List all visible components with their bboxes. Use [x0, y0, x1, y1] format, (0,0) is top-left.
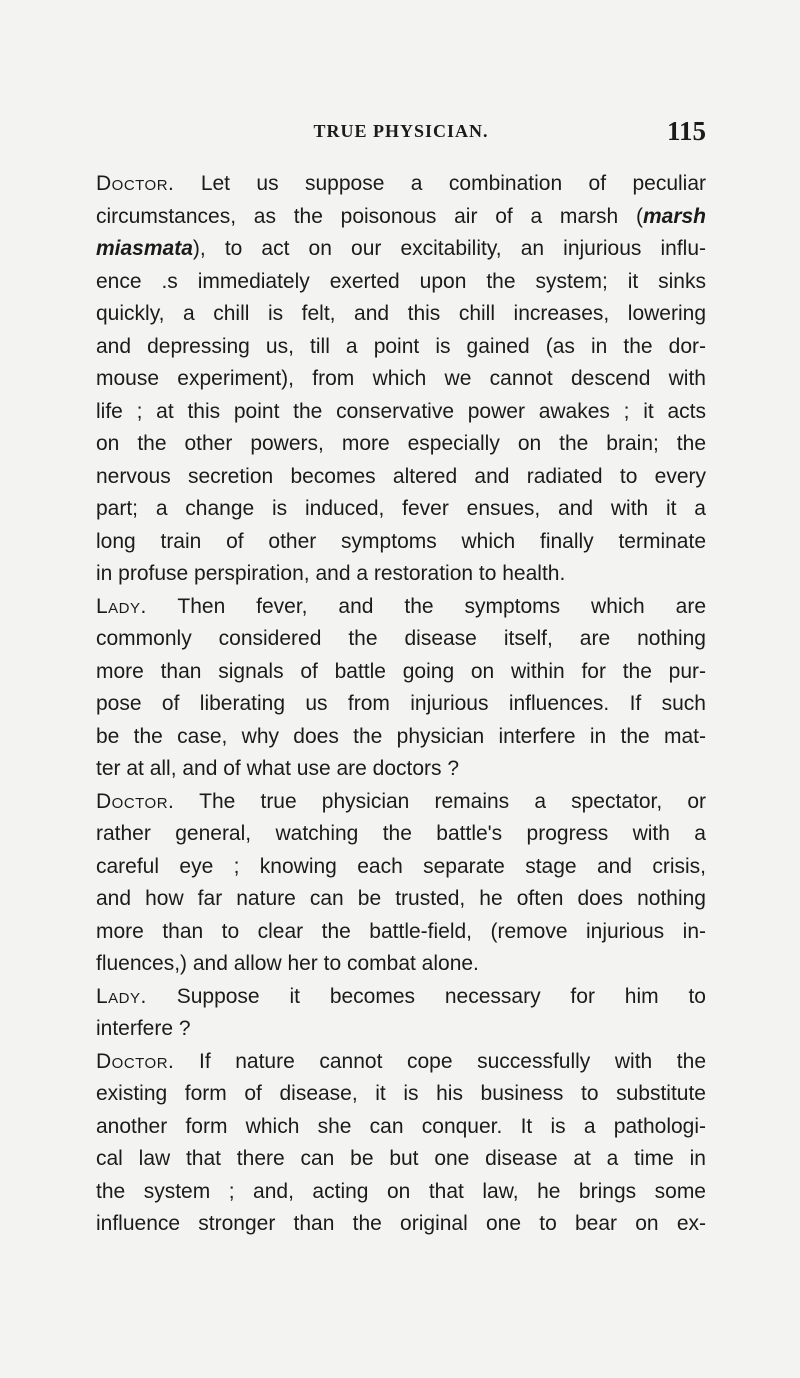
- line-text: Then fever, and the symptoms which are: [146, 594, 706, 618]
- text-line: [96, 818, 706, 851]
- line-text: cal law that there can be but one disease at a time in: [96, 1147, 706, 1170]
- line-text: Suppose it becomes necessary for him to: [146, 984, 706, 1008]
- text-line: [96, 526, 706, 559]
- line-text: ence .s immediately exerted upon the system; it sinks: [96, 269, 706, 293]
- text-line: [96, 786, 706, 819]
- line-text: ), to act on our excitability, an injurious influ-: [192, 237, 706, 260]
- text-line: [96, 1078, 706, 1111]
- line-text: life ; at this point the conservative power awakes ; it acts: [96, 399, 706, 423]
- text-line: [96, 428, 706, 461]
- text-line: [96, 1176, 706, 1209]
- text-line: [96, 233, 706, 266]
- text-line: [96, 1111, 706, 1144]
- text-line: [96, 1013, 706, 1046]
- line-text: existing form of disease, it is his business to substitute: [96, 1082, 706, 1105]
- text-line: [96, 623, 706, 656]
- line-text: more than signals of battle going on within for the pur-: [96, 659, 706, 683]
- text-line: [96, 721, 706, 754]
- line-text: long train of other symptoms which finally terminate: [96, 529, 706, 553]
- line-text: ter at all, and of what use are doctors ?: [96, 757, 460, 780]
- speaker-name: Lady.: [96, 984, 147, 1008]
- line-text: more than to clear the battle-field, (remove injurious in-: [96, 919, 706, 943]
- line-text: nervous secretion becomes altered and radiated to every: [96, 464, 706, 488]
- text-line: [96, 1208, 706, 1241]
- line-text: pose of liberating us from injurious influences. If such: [96, 692, 706, 715]
- text-line: [96, 688, 706, 721]
- speaker-name: Doctor.: [96, 789, 175, 813]
- line-text: in profuse perspiration, and a restoration to health.: [96, 562, 566, 585]
- text-line: [96, 656, 706, 689]
- line-text: The true physician remains a spectator, or: [174, 789, 706, 813]
- speaker-name: Lady.: [96, 594, 147, 618]
- line-text: careful eye ; knowing each separate stage and crisis,: [96, 854, 706, 878]
- line-text: and how far nature can be trusted, he often does nothing: [96, 887, 706, 910]
- line-text: commonly considered the disease itself, are nothing: [96, 627, 706, 650]
- text-line: [96, 331, 706, 364]
- line-text: influence stronger than the original one to bear on ex-: [96, 1212, 706, 1235]
- text-line: [96, 851, 706, 884]
- text-line: [96, 168, 706, 201]
- text-line: [96, 753, 706, 786]
- running-head: TRUE PHYSICIAN.: [313, 121, 489, 141]
- line-text: part; a change is induced, fever ensues, and with it a: [96, 497, 706, 520]
- speaker-name: Doctor.: [96, 172, 175, 195]
- text-line: [96, 266, 706, 299]
- text-line: [96, 883, 706, 916]
- page-number: 115: [666, 116, 706, 146]
- line-text: on the other powers, more especially on the brain; the: [96, 432, 706, 455]
- line-text: fluences,) and allow her to combat alone.: [96, 952, 479, 975]
- text-line: [96, 396, 706, 429]
- italic-term: marsh: [642, 204, 706, 228]
- line-text: rather general, watching the battle's progress with a: [96, 822, 706, 845]
- italic-term: miasmata: [96, 237, 193, 260]
- line-text: circumstances, as the poisonous air of a marsh (: [96, 204, 643, 228]
- line-text: If nature cannot cope successfully with the: [174, 1049, 706, 1073]
- text-line: [96, 558, 706, 591]
- line-text: quickly, a chill is felt, and this chill increases, lowering: [96, 302, 706, 325]
- line-text: Let us suppose a combination of peculiar: [174, 172, 706, 195]
- text-line: [96, 1046, 706, 1079]
- line-text: another form which she can conquer. It is a pathologi-: [96, 1114, 706, 1138]
- text-line: [96, 981, 706, 1014]
- text-line: [96, 201, 706, 234]
- text-line: [96, 948, 706, 981]
- line-text: interfere ?: [96, 1017, 191, 1040]
- text-line: [96, 591, 706, 624]
- page-header: [96, 116, 706, 148]
- body-text: [96, 168, 706, 1241]
- text-line: [96, 493, 706, 526]
- line-text: the system ; and, acting on that law, he brings some: [96, 1179, 706, 1203]
- text-line: [96, 461, 706, 494]
- text-line: [96, 1143, 706, 1176]
- line-text: be the case, why does the physician interfere in the mat-: [96, 724, 706, 748]
- text-line: [96, 298, 706, 331]
- line-text: mouse experiment), from which we cannot descend with: [96, 367, 706, 390]
- line-text: and depressing us, till a point is gained (as in the dor-: [96, 334, 706, 358]
- text-line: [96, 916, 706, 949]
- speaker-name: Doctor.: [96, 1049, 175, 1073]
- text-line: [96, 363, 706, 396]
